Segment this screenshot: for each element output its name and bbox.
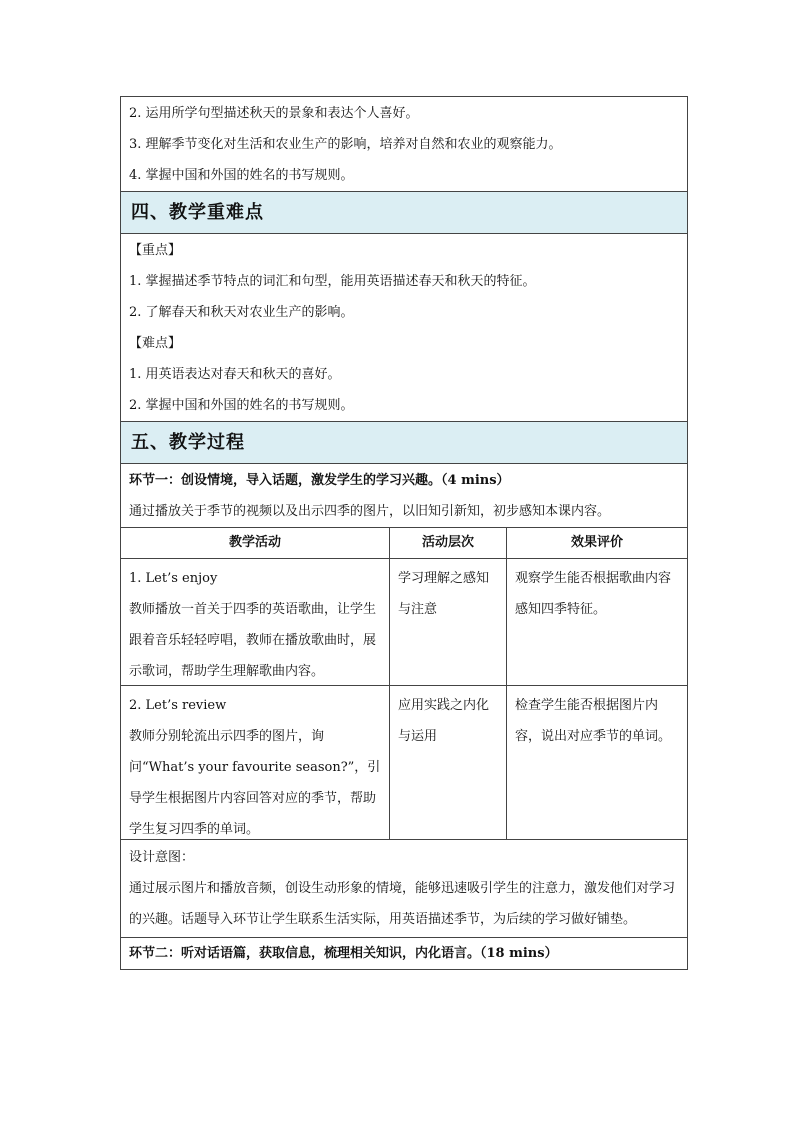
table-row (121, 559, 687, 686)
section-heading-process: 五、教学过程 (121, 422, 687, 464)
activity-table-header (121, 528, 687, 559)
step2-title: 环节二：听对话语篇，获取信息，梳理相关知识，内化语言。（18 mins） (129, 946, 558, 961)
evaluation-cell: 观察学生能否根据歌曲内容感知四季特征。 (515, 571, 672, 617)
key-points-label: 【重点】 (129, 243, 182, 258)
objective-item: 2. 运用所学句型描述秋天的景象和表达个人喜好。 (129, 106, 419, 121)
key-point-item: 2. 了解春天和秋天对农业生产的影响。 (129, 305, 354, 320)
step2-row (121, 938, 687, 969)
key-difficult-content (121, 234, 687, 422)
lesson-plan-document (120, 96, 688, 970)
step1-intro (121, 464, 687, 528)
activity-body: 教师分别轮流出示四季的图片，询问“What’s your favourite season?”，引导学生根据图片内容回答对应的季节，帮助学生复习四季的单词。 (129, 729, 381, 837)
section-heading-key-difficult: 四、教学重难点 (121, 192, 687, 234)
activity-body: 教师播放一首关于四季的英语歌曲，让学生跟着音乐轻轻哼唱，教师在播放歌曲时，展示歌词，帮助学生理解歌曲内容。 (129, 602, 377, 679)
objective-item: 3. 理解季节变化对生活和农业生产的影响，培养对自然和农业的观察能力。 (129, 137, 562, 152)
objective-item: 4. 掌握中国和外国的姓名的书写规则。 (129, 168, 354, 183)
activity-cell (121, 686, 390, 839)
design-intent (121, 840, 687, 938)
level-cell: 应用实践之内化与运用 (390, 686, 507, 839)
evaluation-cell: 检查学生能否根据图片内容，说出对应季节的单词。 (515, 698, 672, 744)
header-activity: 教学活动 (121, 528, 390, 558)
step1-title: 环节一：创设情境，导入话题，激发学生的学习兴趣。（4 mins） (129, 473, 510, 488)
activity-cell (121, 559, 390, 685)
activity-title: 1. Let’s enjoy (129, 571, 218, 586)
activity-title: 2. Let’s review (129, 698, 227, 713)
header-evaluation: 效果评价 (570, 535, 623, 550)
difficult-point-item: 1. 用英语表达对春天和秋天的喜好。 (129, 367, 341, 382)
table-row (121, 686, 687, 840)
objectives-row (121, 97, 687, 192)
design-intent-label: 设计意图： (129, 850, 195, 865)
design-intent-text: 通过展示图片和播放音频，创设生动形象的情境，能够迅速吸引学生的注意力，激发他们对学习的兴趣。话题导入环节让学生联系生活实际，用英语描述季节，为后续的学习做好铺垫。 (129, 881, 676, 927)
step1-description: 通过播放关于季节的视频以及出示四季的图片，以旧知引新知，初步感知本课内容。 (129, 504, 611, 519)
level-cell: 学习理解之感知与注意 (390, 559, 507, 685)
header-level: 活动层次 (390, 528, 507, 558)
difficult-point-item: 2. 掌握中国和外国的姓名的书写规则。 (129, 398, 354, 413)
difficult-points-label: 【难点】 (129, 336, 182, 351)
key-point-item: 1. 掌握描述季节特点的词汇和句型，能用英语描述春天和秋天的特征。 (129, 274, 536, 289)
